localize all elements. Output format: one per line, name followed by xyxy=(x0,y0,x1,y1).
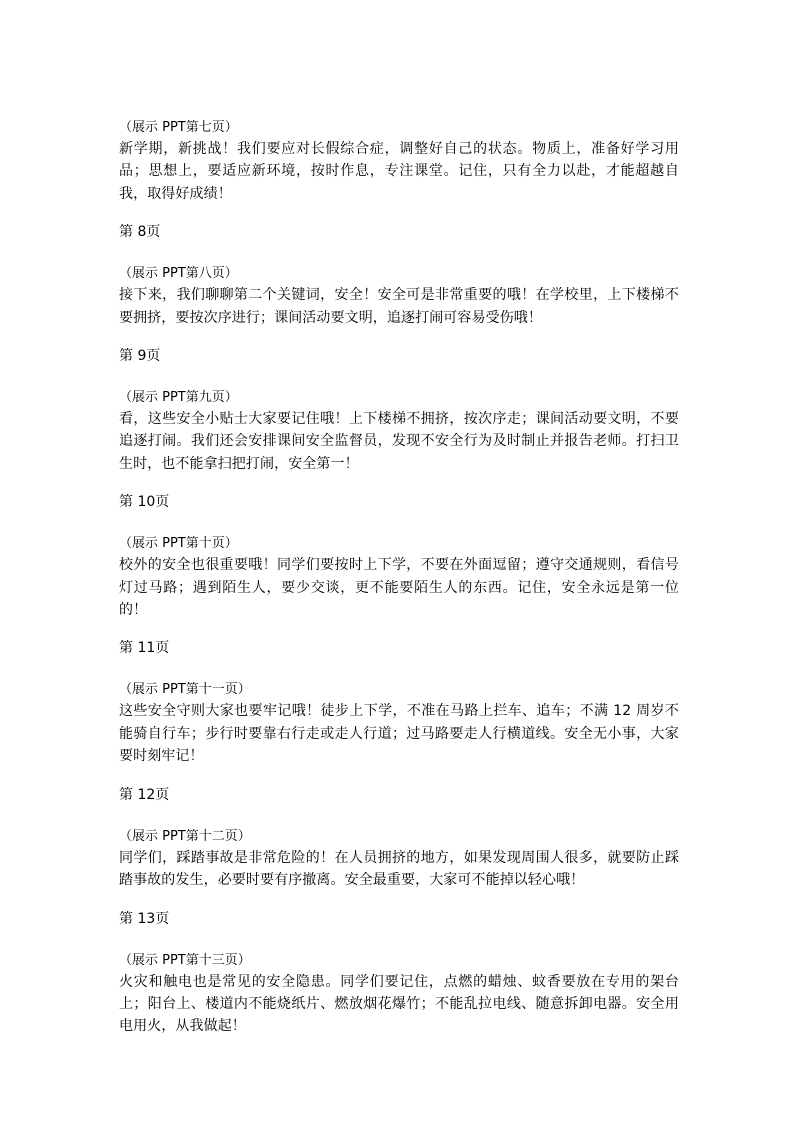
page-number-heading: 第 9页 xyxy=(119,348,161,365)
page-number-heading: 第 13页 xyxy=(119,910,170,927)
section-page-11 xyxy=(119,637,679,767)
page-number-heading: 第 10页 xyxy=(119,494,170,511)
page-number-heading: 第 12页 xyxy=(119,786,170,803)
ppt-caption: （展示 PPT第九页） xyxy=(119,390,238,406)
section-page-13 xyxy=(119,908,679,1038)
section-page-8 xyxy=(119,221,679,329)
speech-paragraph: 接下来，我们聊聊第二个关键词，安全！安全可是非常重要的哦！在学校里，上下楼梯不要拥挤，要按次序进行；课间活动要文明，追逐打闹可容易受伤哦！ xyxy=(119,287,679,326)
speech-paragraph: 同学们，踩踏事故是非常危险的！在人员拥挤的地方，如果发现周围人很多，就要防止踩踏事故的发生，必要时要有序撤离。安全最重要，大家可不能掉以轻心哦！ xyxy=(119,849,679,889)
speech-paragraph: 这些安全守则大家也要牢记哦！徒步上下学，不准在马路上拦车、追车；不满 12 周岁不能骑自行车；步行时要靠右行走或走人行道；过马路要走人行横道线。安全无小事，大家要时刻牢记！ xyxy=(119,703,679,765)
ppt-caption: （展示 PPT第十三页） xyxy=(119,952,251,968)
ppt-caption: （展示 PPT第七页） xyxy=(119,120,238,135)
speech-paragraph: 校外的安全也很重要哦！同学们要按时上下学，不要在外面逗留；遵守交通规则，看信号灯过马路；遇到陌生人，要少交谈，更不能要陌生人的东西。记住，安全永远是第一位的！ xyxy=(119,557,679,619)
section-page-12 xyxy=(119,784,679,892)
speech-paragraph: 新学期，新挑战！我们要应对长假综合症，调整好自己的状态。物质上，准备好学习用品；思想上，要适应新环境，按时作息，专注课堂。记住，只有全力以赴，才能超越自我，取得好成绩！ xyxy=(119,141,679,202)
speech-paragraph: 看，这些安全小贴士大家要记住哦！上下楼梯不拥挤，按次序走；课间活动要文明，不要追逐打闹。我们还会安排课间安全监督员，发现不安全行为及时制止并报告老师。打扫卫生时，也不能拿扫把打闹，安全第一！ xyxy=(119,411,679,472)
section-page-10 xyxy=(119,491,679,621)
page-number-heading: 第 11页 xyxy=(119,640,170,657)
document-page xyxy=(119,117,679,1038)
ppt-caption: （展示 PPT第八页） xyxy=(119,266,238,282)
section-page-9 xyxy=(119,345,679,475)
ppt-caption: （展示 PPT第十页） xyxy=(119,536,238,552)
page-number-heading: 第 8页 xyxy=(119,224,161,241)
ppt-caption: （展示 PPT第十二页） xyxy=(119,828,251,844)
section-page-7 xyxy=(119,117,679,205)
ppt-caption: （展示 PPT第十一页） xyxy=(119,682,251,698)
speech-paragraph: 火灾和触电也是常见的安全隐患。同学们要记住，点燃的蜡烛、蚊香要放在专用的架台上；阳台上、楼道内不能烧纸片、燃放烟花爆竹；不能乱拉电线、随意拆卸电器。安全用电用火，从我做起！ xyxy=(119,973,679,1035)
